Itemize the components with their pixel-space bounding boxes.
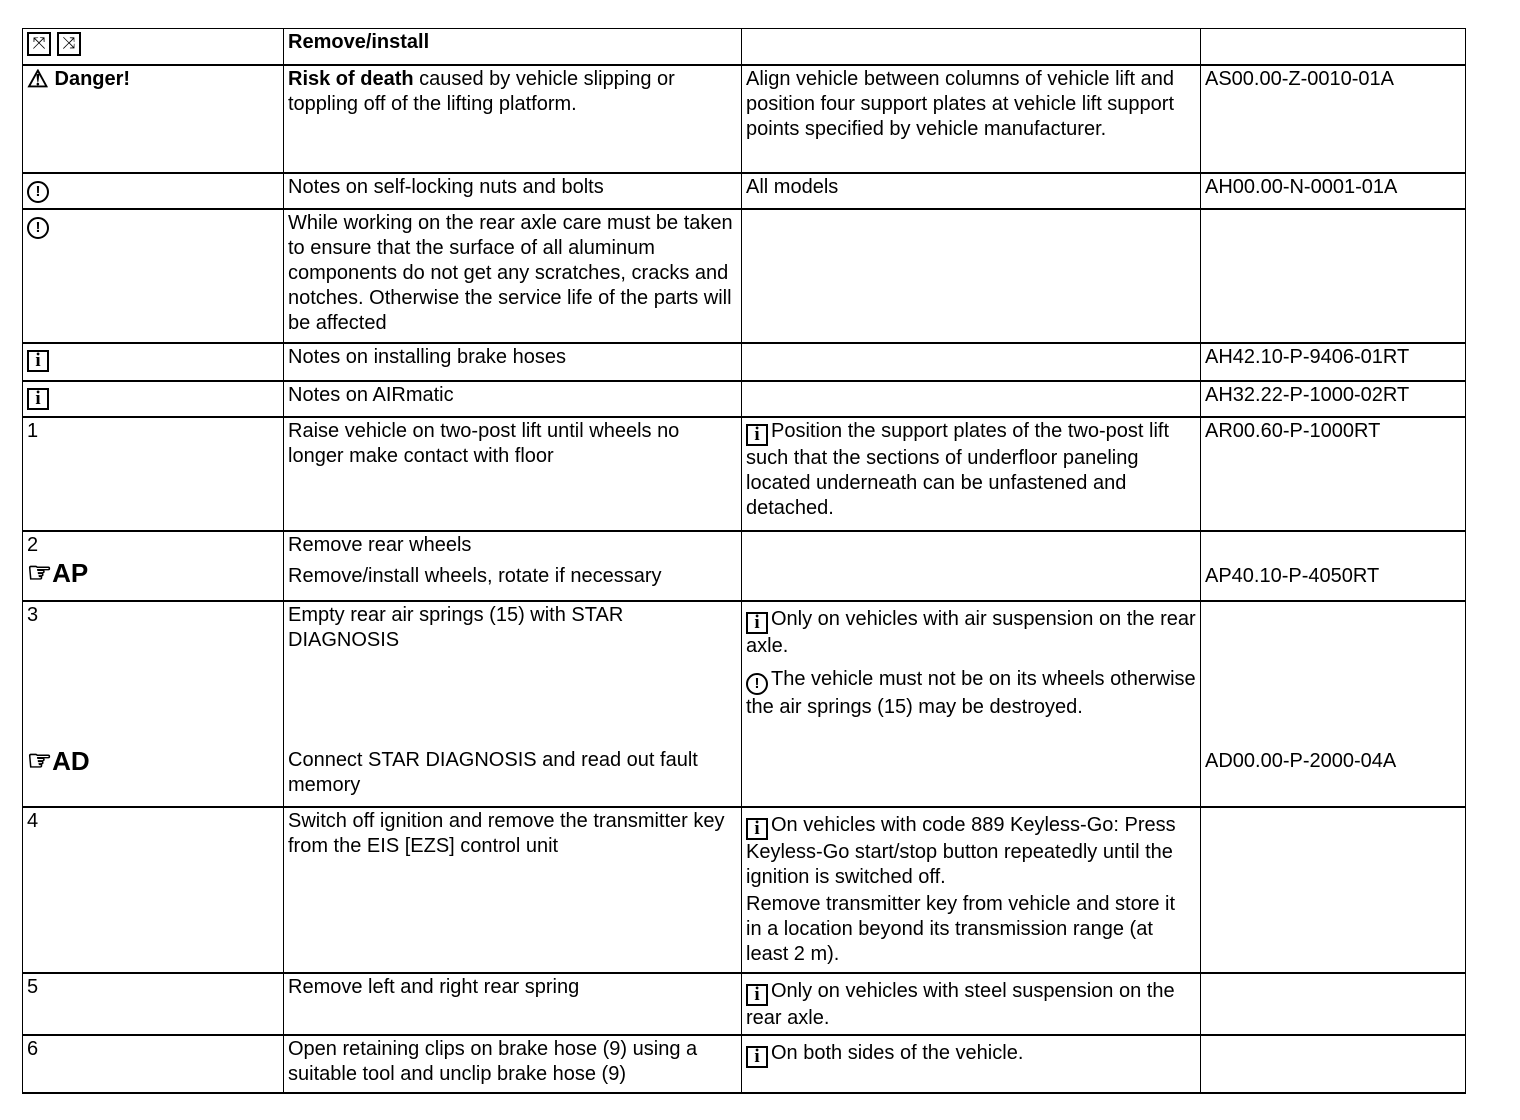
step-number: 2 <box>27 533 39 556</box>
row-text: Open retaining clips on brake hose (9) using a suitable tool and unclip brake hose (9) <box>284 1035 742 1093</box>
ap-symbol: ☞AP <box>27 556 89 588</box>
row-note: On both sides of the vehicle. <box>771 1041 1024 1064</box>
table-row <box>23 343 1466 381</box>
row-text: Raise vehicle on two-post lift until wheels no longer make contact with floor <box>284 417 742 531</box>
pointing-hand-icon: ☞ <box>27 744 53 776</box>
row-text: Remove left and right rear spring <box>284 973 742 1035</box>
row-note: Align vehicle between columns of vehicle lift and position four support plates at vehicle lift support points specified by vehicle manufacturer. <box>742 65 1201 173</box>
header-title <box>284 29 742 65</box>
table-row <box>23 807 1466 973</box>
row-text: While working on the rear axle care must be taken to ensure that the surface of all aluminum components do not get any scratches, cracks and notches. Otherwise the service life of the parts will be affected <box>284 209 742 343</box>
caution-icon: ! <box>27 181 49 203</box>
step-number: 1 <box>23 417 284 531</box>
row-text: Notes on installing brake hoses <box>284 343 742 381</box>
remove-icon: ⤧ <box>27 32 51 56</box>
row-text: Empty rear air springs (15) with STAR DIAGNOSIS <box>288 603 624 651</box>
info-icon: i <box>746 612 768 634</box>
reference-link[interactable]: AR00.60-P-1000RT <box>1201 417 1466 531</box>
ad-symbol: ☞AD <box>27 744 90 776</box>
row-note: Only on vehicles with steel suspension on the rear axle. <box>746 979 1175 1029</box>
table-row <box>23 65 1466 173</box>
info-icon: i <box>746 818 768 840</box>
procedure-table <box>22 28 1466 1094</box>
table-row <box>23 381 1466 417</box>
reference-link[interactable]: AP40.10-P-4050RT <box>1205 564 1380 587</box>
row-text: Notes on AIRmatic <box>284 381 742 417</box>
reference-link[interactable]: AS00.00-Z-0010-01A <box>1201 65 1466 173</box>
row-note: On vehicles with code 889 Keyless-Go: Press Keyless-Go start/stop button repeatedly until the ignition is switched off. <box>746 813 1176 888</box>
table-row <box>23 531 1466 601</box>
row-text: Remove rear wheels <box>288 533 472 556</box>
row-note-2: The vehicle must not be on its wheels otherwise the air springs (15) may be destroyed. <box>746 667 1196 718</box>
row-note: All models <box>742 173 1201 209</box>
table-row <box>23 973 1466 1035</box>
step-number: 4 <box>23 807 284 973</box>
reference-link[interactable]: AH32.22-P-1000-02RT <box>1201 381 1466 417</box>
reference-link[interactable]: AH00.00-N-0001-01A <box>1201 173 1466 209</box>
danger-label: Danger! <box>54 67 131 90</box>
warning-triangle-icon: ⚠ <box>27 65 49 93</box>
row-text: Notes on self-locking nuts and bolts <box>284 173 742 209</box>
info-icon: i <box>746 984 768 1006</box>
header-icons <box>23 29 284 65</box>
caution-icon: ! <box>746 673 768 695</box>
caution-icon: ! <box>27 217 49 239</box>
table-row <box>23 173 1466 209</box>
sub-text: Remove/install wheels, rotate if necessary <box>288 564 662 587</box>
table-row <box>23 1035 1466 1093</box>
row-note: Only on vehicles with air suspension on the rear axle. <box>746 607 1196 657</box>
table-row <box>23 601 1466 807</box>
info-icon: i <box>746 424 768 446</box>
risk-text: caused by vehicle slipping or toppling off of the lifting platform. <box>288 67 675 115</box>
header-row <box>23 29 1466 65</box>
section-title: Remove/install <box>288 31 430 53</box>
info-icon: i <box>27 350 49 372</box>
table-row <box>23 209 1466 343</box>
risk-bold: Risk of death <box>288 67 414 90</box>
sub-text: Connect STAR DIAGNOSIS and read out fault memory <box>288 748 698 796</box>
reference-link[interactable]: AD00.00-P-2000-04A <box>1205 749 1397 772</box>
row-note-2: Remove transmitter key from vehicle and store it in a location beyond its transmission range (at least 2 m). <box>746 892 1176 965</box>
reference-link[interactable]: AH42.10-P-9406-01RT <box>1201 343 1466 381</box>
step-number: 6 <box>23 1035 284 1093</box>
row-note: Position the support plates of the two-post lift such that the sections of underfloor paneling located underneath can be unfastened and detached. <box>746 419 1169 519</box>
table-row <box>23 417 1466 531</box>
step-number: 5 <box>23 973 284 1035</box>
row-text: Switch off ignition and remove the transmitter key from the EIS [EZS] control unit <box>284 807 742 973</box>
install-icon: ⤨ <box>57 32 81 56</box>
info-icon: i <box>27 388 49 410</box>
step-number: 3 <box>27 603 39 626</box>
pointing-hand-icon: ☞ <box>27 556 53 588</box>
info-icon: i <box>746 1046 768 1068</box>
